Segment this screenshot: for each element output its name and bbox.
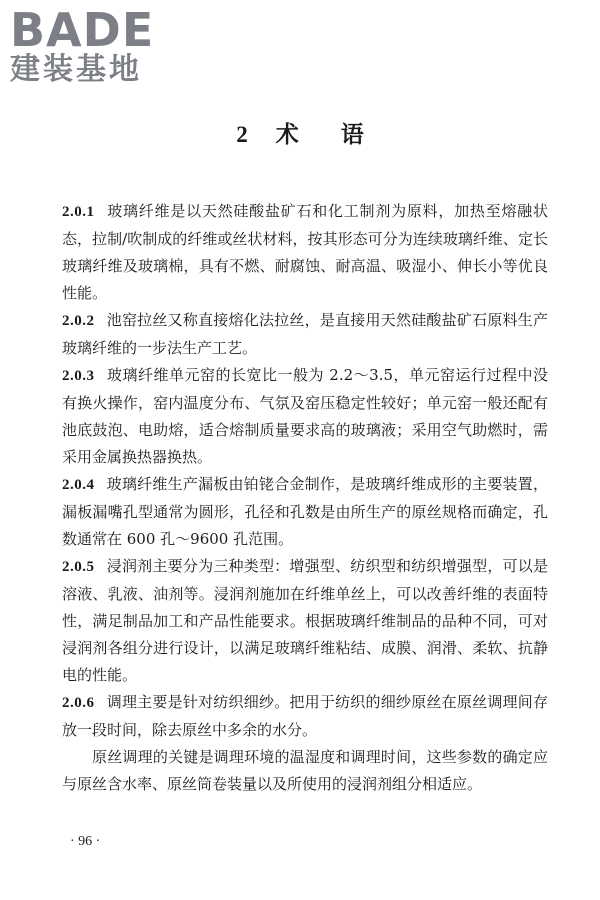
chapter-title <box>0 116 600 149</box>
logo-wordmark: BADE <box>10 3 155 57</box>
clause-number: 2.0.1 <box>62 204 95 220</box>
clause-text: 调理主要是针对纺织细纱。把用于纺织的细纱原丝在原丝调理间存放一段时间，除去原丝中多余的水分。 <box>62 693 548 739</box>
body-paragraph: 原丝调理的关键是调理环境的温湿度和调理时间，这些参数的确定应与原丝含水率、原丝筒卷装量以及所使用的浸润剂组分相适应。 <box>62 748 548 793</box>
clause-number: 2.0.4 <box>62 477 95 493</box>
clause-number: 2.0.5 <box>62 559 95 575</box>
clause-text: 池窑拉丝又称直接熔化法拉丝，是直接用天然硅酸盐矿石原料生产玻璃纤维的一步法生产工艺。 <box>62 311 548 357</box>
document-body <box>62 198 548 798</box>
clause <box>62 198 548 307</box>
clause-text: 浸润剂主要分为三种类型：增强型、纺织型和纺织增强型，可以是溶液、乳液、油剂等。浸润剂施加在纤维单丝上，可以改善纤维的表面特性，满足制品加工和产品性能要求。根据玻璃纤维制品的品种不同，可对浸润剂各组分进行设计，以满足玻璃纤维粘结、成膜、润滑、柔软、抗静电的性能。 <box>62 557 548 684</box>
logo-subtitle: 建装基地 <box>10 52 142 87</box>
clause-number: 2.0.2 <box>62 313 95 329</box>
clause <box>62 362 548 471</box>
page-number: · 96 · <box>70 834 101 849</box>
clause-number: 2.0.6 <box>62 695 95 711</box>
chapter-number: 2 <box>236 122 248 147</box>
clause <box>62 689 548 744</box>
clause <box>62 307 548 362</box>
clause-text: 玻璃纤维单元窑的长宽比一般为 2.2～3.5，单元窑运行过程中没有换火操作，窑内温度分布、气氛及窑压稳定性较好；单元窑一般还配有池底鼓泡、电助熔，适合熔制质量要求高的玻璃液；采用空气助燃时，需采用金属换热器换热。 <box>62 366 548 466</box>
bade-logo <box>10 3 175 87</box>
clause <box>62 553 548 689</box>
chapter-title-text: 术语 <box>275 121 406 148</box>
clause-text: 玻璃纤维生产漏板由铂铑合金制作，是玻璃纤维成形的主要装置，漏板漏嘴孔型通常为圆形，孔径和孔数是由所生产的原丝规格而确定，孔数通常在 600 孔～9600 孔范围。 <box>62 475 548 548</box>
clause <box>62 471 548 553</box>
clause-number: 2.0.3 <box>62 368 95 384</box>
clause-text: 玻璃纤维是以天然硅酸盐矿石和化工制剂为原料，加热至熔融状态，拉制/吹制成的纤维或丝状材料，按其形态可分为连续玻璃纤维、定长玻璃纤维及玻璃棉，具有不燃、耐腐蚀、耐高温、吸湿小、伸长小等优良性能。 <box>62 202 548 302</box>
